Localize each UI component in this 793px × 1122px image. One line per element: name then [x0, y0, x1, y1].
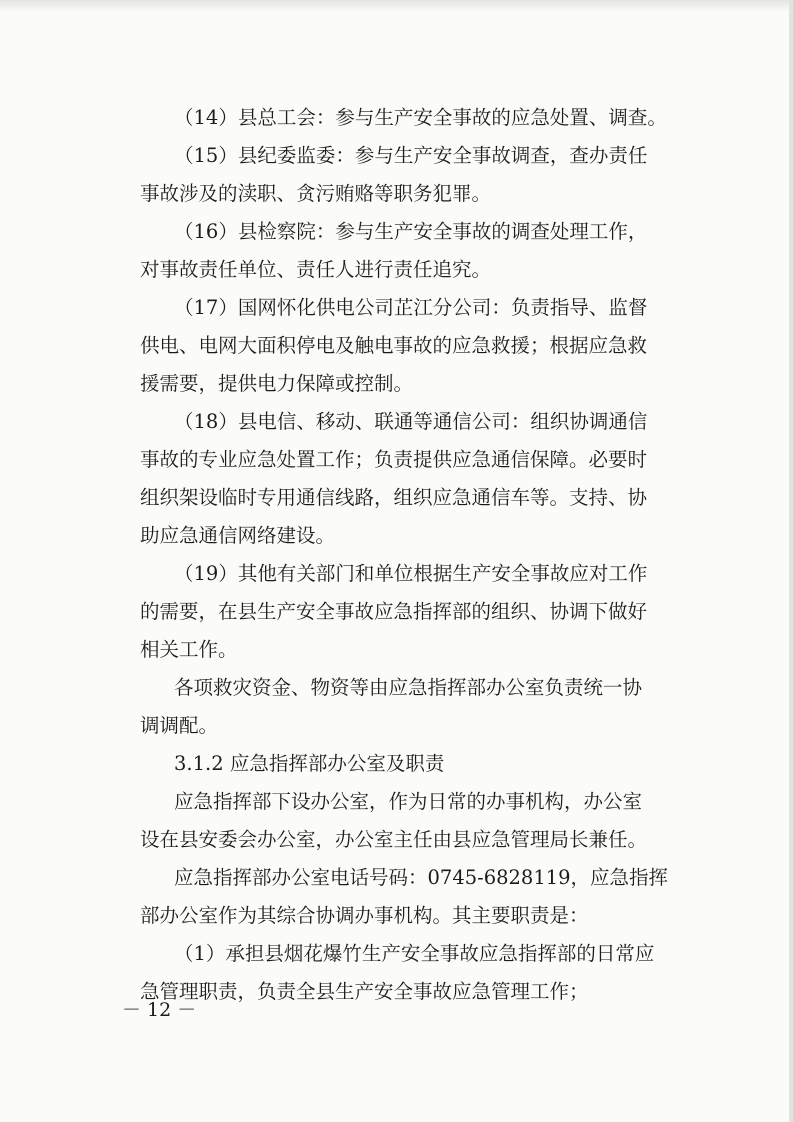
text-line: 对事故责任单位、责任人进行责任追究。: [140, 258, 492, 281]
text-line: 应急指挥部下设办公室，作为日常的办事机构，办公室: [174, 790, 643, 813]
text-line: 各项救灾资金、物资等由应急指挥部办公室负责统一协: [174, 676, 643, 699]
text-line: （1）承担县烟花爆竹生产安全事故应急指挥部的日常应: [174, 942, 655, 965]
text-line: 事故的专业应急处置工作；负责提供应急通信保障。必要时: [140, 448, 648, 471]
text-line: 的需要，在县生产安全事故应急指挥部的组织、协调下做好: [140, 600, 648, 623]
text-line: 相关工作。: [140, 638, 238, 661]
text-line: 供电、电网大面积停电及触电事故的应急救援；根据应急救: [140, 334, 648, 357]
text-line: 组织架设临时专用通信线路，组织应急通信车等。支持、协: [140, 486, 648, 509]
text-line: 部办公室作为其综合协调办事机构。其主要职责是：: [140, 904, 589, 927]
text-line: （17）国网怀化供电公司芷江分公司：负责指导、监督: [174, 296, 648, 319]
text-line: 助应急通信网络建设。: [140, 524, 336, 547]
text-line: 设在县安委会办公室，办公室主任由县应急管理局长兼任。: [140, 828, 648, 851]
text-line: 急管理职责，负责全县生产安全事故应急管理工作；: [140, 980, 589, 1003]
text-line: 应急指挥部办公室电话号码：0745-6828119，应急指挥: [174, 866, 669, 889]
text-line: 事故涉及的渎职、贪污贿赂等职务犯罪。: [140, 182, 492, 205]
scan-edge-top: [0, 0, 793, 12]
text-line: （15）县纪委监委：参与生产安全事故调查，查办责任: [174, 144, 648, 167]
text-line: 援需要，提供电力保障或控制。: [140, 372, 414, 395]
text-line: （18）县电信、移动、联通等通信公司：组织协调通信: [174, 410, 648, 433]
page-number: － 12 －: [122, 999, 197, 1021]
text-line: （19）其他有关部门和单位根据生产安全事故应对工作: [174, 562, 648, 585]
text-line: （14）县总工会：参与生产安全事故的应急处置、调查。: [174, 106, 667, 129]
text-line: 调调配。: [140, 714, 219, 737]
section-heading: 3.1.2 应急指挥部办公室及职责: [174, 752, 445, 775]
scan-edge-right: [789, 0, 793, 1122]
text-line: （16）县检察院：参与生产安全事故的调查处理工作，: [174, 220, 648, 243]
